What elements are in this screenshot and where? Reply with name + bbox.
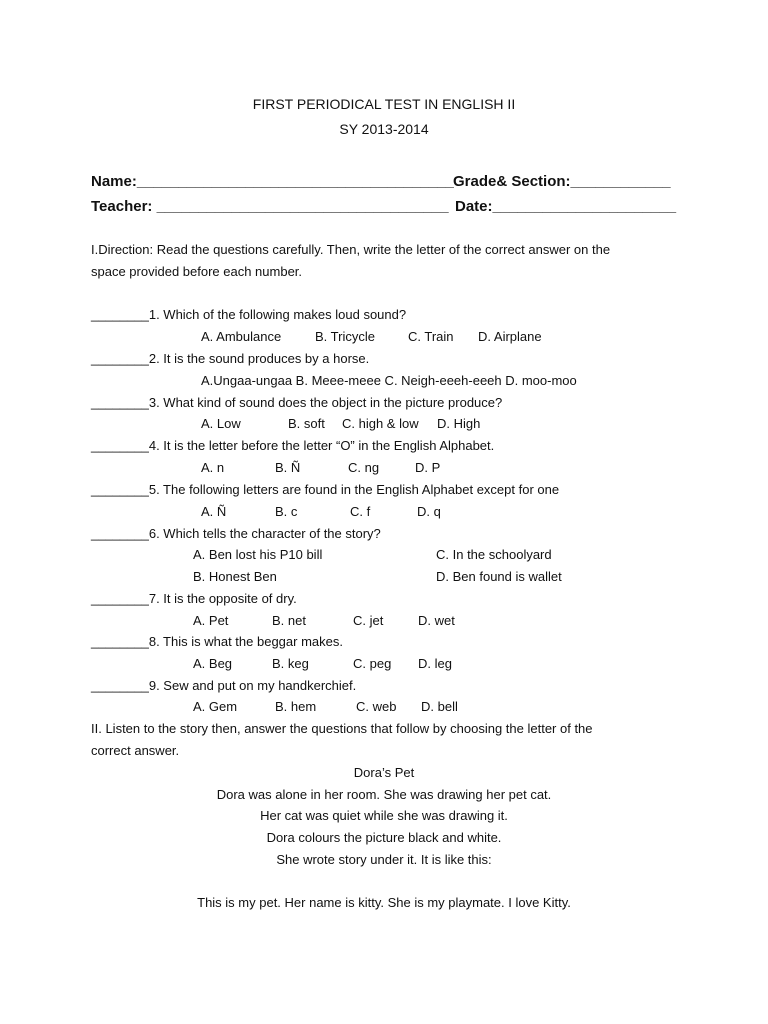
test-title: FIRST PERIODICAL TEST IN ENGLISH II (252, 96, 516, 112)
q6-option-b: B. Honest Ben (193, 569, 277, 584)
q9-option-b: B. hem (275, 699, 317, 714)
q3-option-a: A. Low (201, 416, 241, 431)
question-2: ________2. It is the sound produces by a horse. (91, 351, 370, 366)
q7-option-b: B. net (272, 613, 306, 628)
date-field-label: Date:______________________ (455, 198, 677, 215)
part2-direction-line1: II. Listen to the story then, answer the questions that follow by choosing the letter of the (91, 721, 593, 736)
story-title: Dora’s Pet (353, 765, 415, 780)
q8-option-c: C. peg (353, 656, 392, 671)
q1-option-d: D. Airplane (478, 329, 542, 344)
question-5: ________5. The following letters are found in the English Alphabet except for one (91, 482, 560, 497)
q5-option-d: D. q (417, 504, 441, 519)
q7-option-a: A. Pet (193, 613, 229, 628)
question-7: ________7. It is the opposite of dry. (91, 591, 297, 606)
q3-option-d: D. High (437, 416, 481, 431)
teacher-field-label: Teacher: ___________________________________ (91, 198, 449, 215)
q9-option-c: C. web (356, 699, 397, 714)
q4-option-b: B. Ñ (275, 460, 301, 475)
q8-option-a: A. Beg (193, 656, 233, 671)
name-field-label: Name:______________________________________ (91, 173, 454, 190)
q3-option-c: C. high & low (342, 416, 419, 431)
part1-direction-line2: space provided before each number. (91, 264, 303, 279)
question-6: ________6. Which tells the character of the story? (91, 526, 381, 541)
q9-option-a: A. Gem (193, 699, 238, 714)
q1-option-b: B. Tricycle (315, 329, 375, 344)
story-line-4: She wrote story under it. It is like this: (276, 852, 492, 867)
story-line-2: Her cat was quiet while she was drawing it. (260, 808, 508, 823)
q8-option-b: B. keg (272, 656, 309, 671)
school-year: SY 2013-2014 (339, 121, 429, 137)
question-3: ________3. What kind of sound does the object in the picture produce? (91, 395, 503, 410)
q7-option-c: C. jet (353, 613, 384, 628)
q4-option-a: A. n (201, 460, 225, 475)
q1-option-c: C. Train (408, 329, 454, 344)
question-1: ________1. Which of the following makes loud sound? (91, 307, 407, 322)
question-9: ________9. Sew and put on my handkerchief. (91, 678, 357, 693)
q6-option-a: A. Ben lost his P10 bill (193, 547, 323, 562)
q4-option-d: D. P (415, 460, 441, 475)
q9-option-d: D. bell (421, 699, 458, 714)
q5-option-b: B. c (275, 504, 298, 519)
part2-direction-line2: correct answer. (91, 743, 180, 758)
q6-option-d: D. Ben found is wallet (436, 569, 562, 584)
question-4: ________4. It is the letter before the letter “O” in the English Alphabet. (91, 438, 495, 453)
story-line-3: Dora colours the picture black and white. (266, 830, 502, 845)
q3-option-b: B. soft (288, 416, 325, 431)
q4-option-c: C. ng (348, 460, 380, 475)
q6-option-c: C. In the schoolyard (436, 547, 552, 562)
story-line-1: Dora was alone in her room. She was drawing her pet cat. (216, 787, 552, 802)
q7-option-d: D. wet (418, 613, 455, 628)
q5-option-c: C. f (350, 504, 371, 519)
q2-options: A.Ungaa-ungaa B. Meee-meee C. Neigh-eeeh-eeeh D. moo-moo (201, 373, 577, 388)
story-quote: This is my pet. Her name is kitty. She is my playmate. I love Kitty. (197, 895, 571, 910)
part1-direction-line1: I.Direction: Read the questions carefully. Then, write the letter of the correct answer on the (91, 242, 611, 257)
q1-option-a: A. Ambulance (201, 329, 282, 344)
q8-option-d: D. leg (418, 656, 452, 671)
question-8: ________8. This is what the beggar makes. (91, 634, 343, 649)
q5-option-a: A. Ñ (201, 504, 227, 519)
grade-section-field-label: Grade& Section:____________ (453, 173, 671, 190)
